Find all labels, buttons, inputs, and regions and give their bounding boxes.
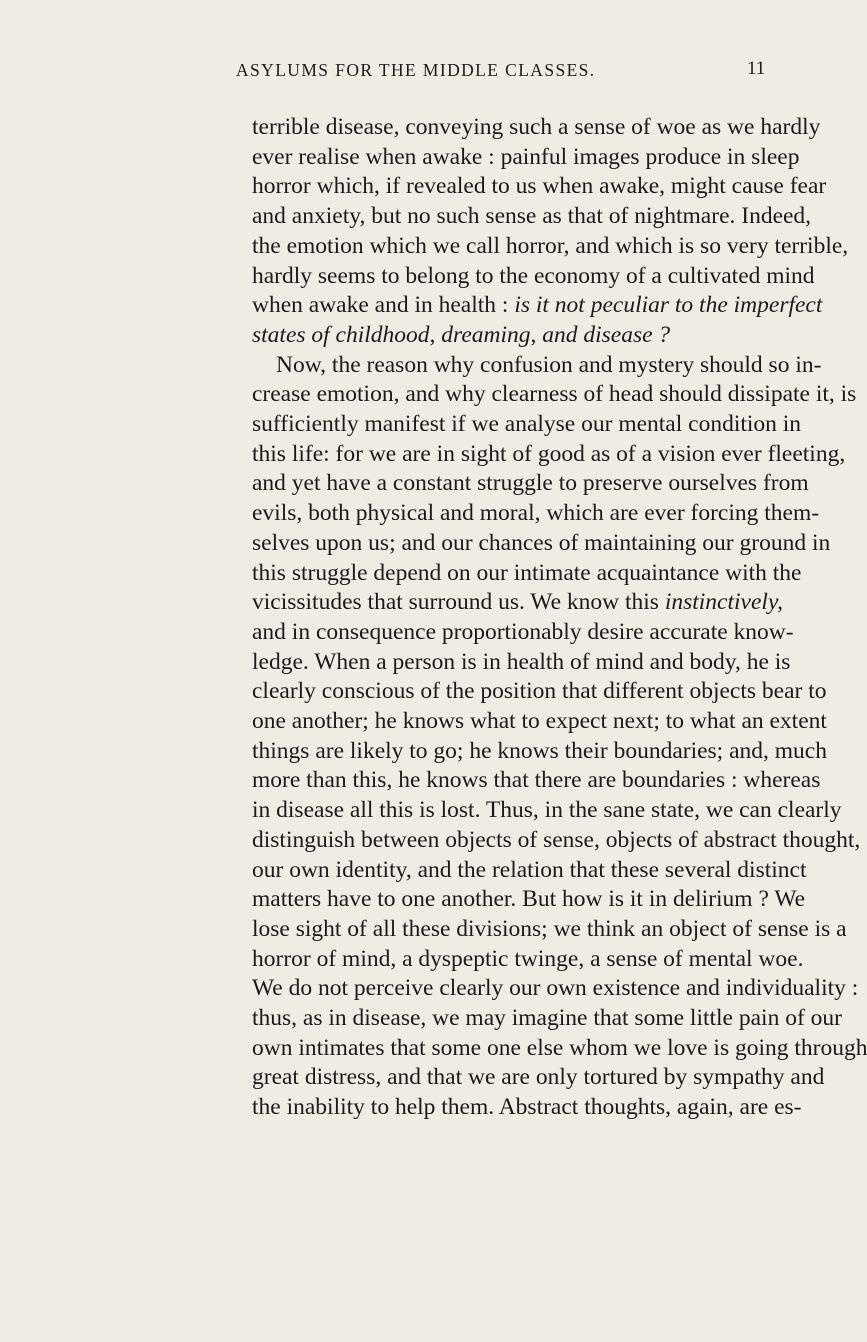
text-run: and in consequence proportionably desire accurate know- xyxy=(252,618,794,645)
text-line xyxy=(252,321,671,349)
text-line xyxy=(252,440,846,468)
text-run: great distress, and that we are only tortured by sympathy and xyxy=(252,1064,825,1091)
text-line xyxy=(252,113,821,141)
text-run: horror which, if revealed to us when awake, might cause fear xyxy=(252,173,827,200)
text-line xyxy=(252,945,804,973)
text-run: things are likely to go; he knows their boundaries; and, much xyxy=(252,737,827,764)
running-title: ASYLUMS FOR THE MIDDLE CLASSES. xyxy=(236,60,596,80)
text-run: Now, the reason why confusion and mystery should so in- xyxy=(276,351,822,378)
text-line xyxy=(252,1063,825,1091)
text-run: when awake and in health : xyxy=(252,292,515,319)
text-line xyxy=(252,1093,802,1121)
page-number: 11 xyxy=(747,58,766,79)
text-run: distinguish between objects of sense, objects of abstract thought, xyxy=(252,826,861,853)
text-line xyxy=(276,351,822,379)
text-line xyxy=(252,202,812,230)
text-run: evils, both physical and moral, which are ever forcing them- xyxy=(252,500,820,527)
text-run: this life: for we are in sight of good as of a vision ever fleeting, xyxy=(252,440,846,467)
italic-text: is it not peculiar to the imperfect xyxy=(514,292,823,319)
text-line xyxy=(252,232,849,260)
text-run: the inability to help them. Abstract thoughts, again, are es- xyxy=(252,1094,802,1121)
text-run: ledge. When a person is in health of mind and body, he is xyxy=(252,648,791,675)
text-run: We do not perceive clearly our own existence and individuality : xyxy=(252,975,859,1002)
text-run: matters have to one another. But how is it in delirium ? We xyxy=(252,886,806,913)
text-line xyxy=(252,410,802,438)
italic-text: states of childhood, dreaming, and disease ? xyxy=(252,321,671,348)
text-line xyxy=(252,559,802,587)
text-run: in disease all this is lost. Thus, in the sane state, we can clearly xyxy=(252,797,842,824)
text-line xyxy=(252,262,815,290)
text-line xyxy=(252,469,809,497)
text-line xyxy=(252,766,821,794)
text-run: clearly conscious of the position that different objects bear to xyxy=(252,678,827,705)
text-run: ever realise when awake : painful images produce in sleep xyxy=(252,143,800,170)
text-run: selves upon us; and our chances of maintaining our ground in xyxy=(252,529,831,556)
text-run: horror of mind, a dyspeptic twinge, a sense of mental woe. xyxy=(252,945,804,972)
text-run: sufficiently manifest if we analyse our mental condition in xyxy=(252,411,802,437)
text-line xyxy=(252,1034,867,1062)
text-line xyxy=(252,172,827,200)
text-run: more than this, he knows that there are boundaries : whereas xyxy=(252,767,821,794)
text-line xyxy=(252,915,847,943)
text-line xyxy=(252,529,831,557)
text-line xyxy=(252,648,791,676)
text-run: lose sight of all these divisions; we think an object of sense is a xyxy=(252,915,847,942)
text-line xyxy=(252,974,859,1002)
italic-text: instinctively, xyxy=(664,589,783,616)
text-line xyxy=(252,380,857,408)
text-run: and anxiety, but no such sense as that of nightmare. Indeed, xyxy=(252,203,812,230)
text-line xyxy=(252,588,783,616)
text-line xyxy=(252,737,827,765)
text-line xyxy=(252,143,800,171)
text-line xyxy=(252,826,861,854)
text-run: the emotion which we call horror, and which is so very terrible, xyxy=(252,232,849,259)
text-run: this struggle depend on our intimate acquaintance with the xyxy=(252,559,802,586)
text-run: own intimates that some one else whom we love is going through xyxy=(252,1034,867,1061)
text-line xyxy=(252,499,820,527)
text-line xyxy=(252,856,807,884)
text-run: our own identity, and the relation that these several distinct xyxy=(252,856,807,883)
text-line xyxy=(252,796,842,824)
text-line xyxy=(252,1004,842,1032)
text-run: terrible disease, conveying such a sense of woe as we hardly xyxy=(252,114,821,140)
text-run: vicissitudes that surround us. We know this xyxy=(252,589,665,616)
text-run: crease emotion, and why clearness of head should dissipate it, is xyxy=(252,381,857,408)
text-run: thus, as in disease, we may imagine that some little pain of our xyxy=(252,1005,842,1031)
text-run: hardly seems to belong to the economy of a cultivated mind xyxy=(252,262,815,289)
text-line xyxy=(252,677,827,705)
text-run: one another; he knows what to expect next; to what an extent xyxy=(252,708,827,734)
text-run: and yet have a constant struggle to preserve ourselves from xyxy=(252,470,809,497)
text-line xyxy=(252,291,823,319)
text-line xyxy=(252,885,806,913)
text-line xyxy=(252,707,827,735)
text-line xyxy=(252,618,794,646)
